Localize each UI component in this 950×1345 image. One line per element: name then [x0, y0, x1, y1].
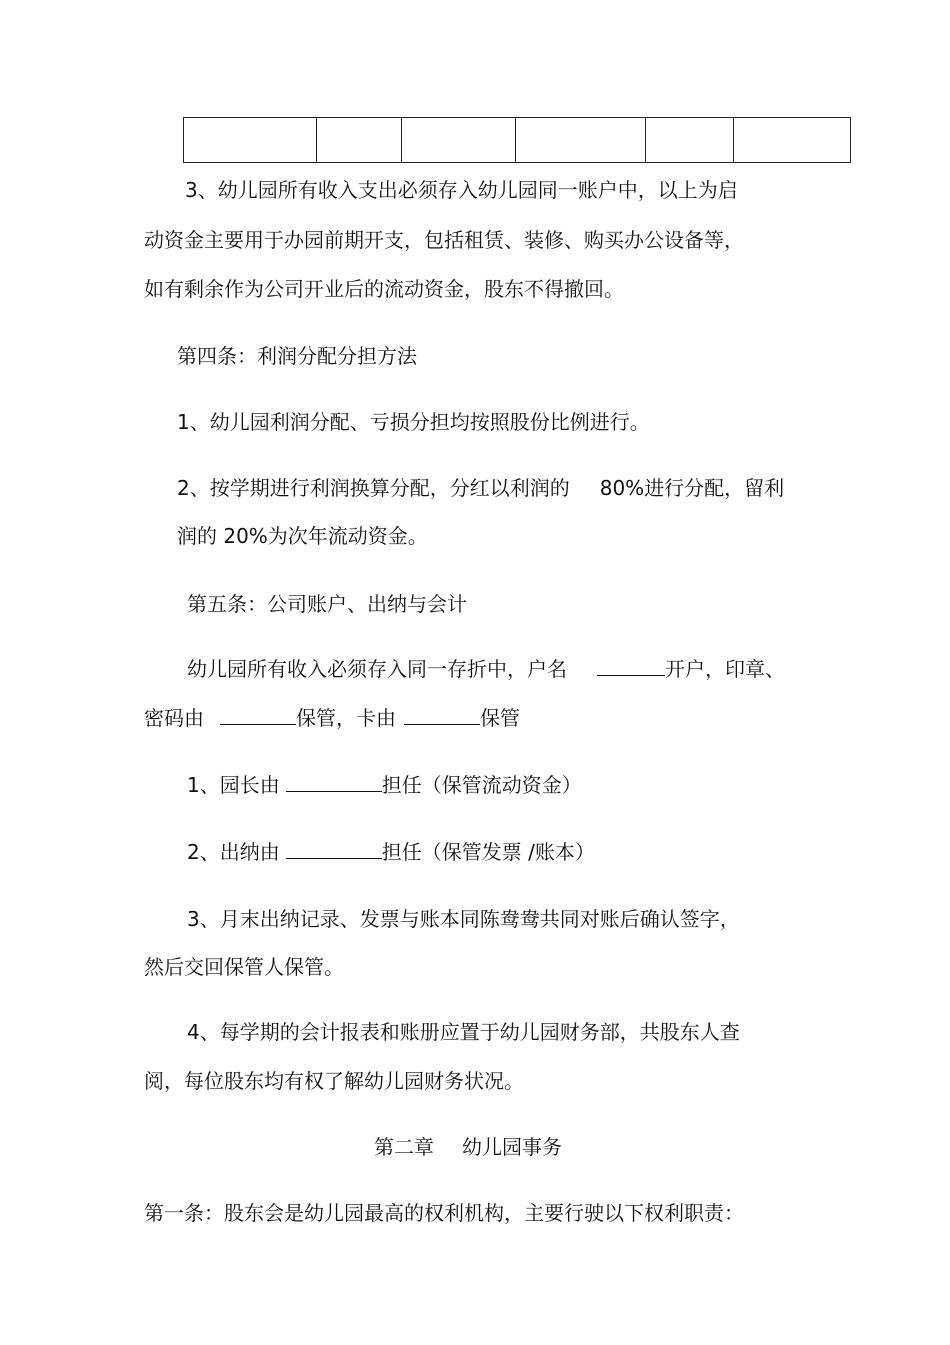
- fill-in-blank: [286, 838, 382, 859]
- list-item-continuation: 然后交回保管人保管。: [144, 955, 344, 979]
- text-segment: 保管: [480, 706, 520, 730]
- table-cell: [402, 118, 516, 163]
- fill-in-blank: [404, 704, 480, 725]
- text-segment: 担任（保管流动资金）: [381, 773, 582, 797]
- table-cell: [516, 118, 646, 163]
- list-item-continuation: 润的 20%为次年流动资金。: [177, 524, 428, 548]
- list-item-continuation: 阅，每位股东均有权了解幼儿园财务状况。: [144, 1069, 524, 1093]
- list-item: 1、幼儿园利润分配、亏损分担均按照股份比例进行。: [177, 410, 650, 434]
- article-heading: 第四条：利润分配分担方法: [177, 344, 417, 368]
- paragraph-line: 动资金主要用于办园前期开支，包括租赁、装修、购买办公设备等，: [144, 228, 744, 252]
- table-cell: [317, 118, 402, 163]
- paragraph-line: [144, 704, 520, 732]
- text-segment: 担任（保管发票 /账本）: [381, 840, 595, 864]
- text-segment: 2、出纳由: [187, 840, 280, 864]
- list-item: 3、月末出纳记录、发票与账本同陈鸯鸯共同对账后确认签字，: [187, 907, 740, 931]
- text-segment: 1、园长由: [187, 773, 280, 797]
- paragraph-line: 第一条：股东会是幼儿园最高的权利机构，主要行驶以下权利职责：: [144, 1201, 744, 1225]
- list-item: [177, 474, 784, 502]
- list-item: [187, 771, 582, 799]
- table-row: [184, 118, 851, 163]
- text-segment: 密码由: [144, 706, 204, 730]
- text-segment: 2、按学期进行利润换算分配，分红以利润的: [177, 476, 570, 500]
- article-heading: 第五条：公司账户、出纳与会计: [187, 592, 467, 616]
- text-segment: 开户，印章、: [665, 657, 785, 681]
- text-segment: 80%进行分配，留利: [599, 476, 785, 500]
- blank-table: [183, 117, 851, 163]
- list-item: [187, 838, 595, 866]
- text-segment: 保管，卡由: [296, 706, 396, 730]
- fill-in-blank: [220, 704, 296, 725]
- table-cell: [646, 118, 734, 163]
- list-item: 4、每学期的会计报表和账册应置于幼儿园财务部，共股东人查: [187, 1020, 740, 1044]
- fill-in-blank: [597, 655, 665, 676]
- text-segment: 幼儿园所有收入必须存入同一存折中，户名: [187, 657, 567, 681]
- chapter-number: 第二章: [374, 1135, 434, 1159]
- chapter-heading: [374, 1133, 562, 1161]
- paragraph-line: 3、幼儿园所有收入支出必须存入幼儿园同一账户中，以上为启: [185, 178, 738, 202]
- paragraph-line: 如有剩余作为公司开业后的流动资金，股东不得撤回。: [144, 277, 624, 301]
- table-cell: [184, 118, 317, 163]
- chapter-title: 幼儿园事务: [462, 1135, 562, 1159]
- paragraph-line: [187, 655, 785, 683]
- table-cell: [734, 118, 851, 163]
- fill-in-blank: [286, 771, 382, 792]
